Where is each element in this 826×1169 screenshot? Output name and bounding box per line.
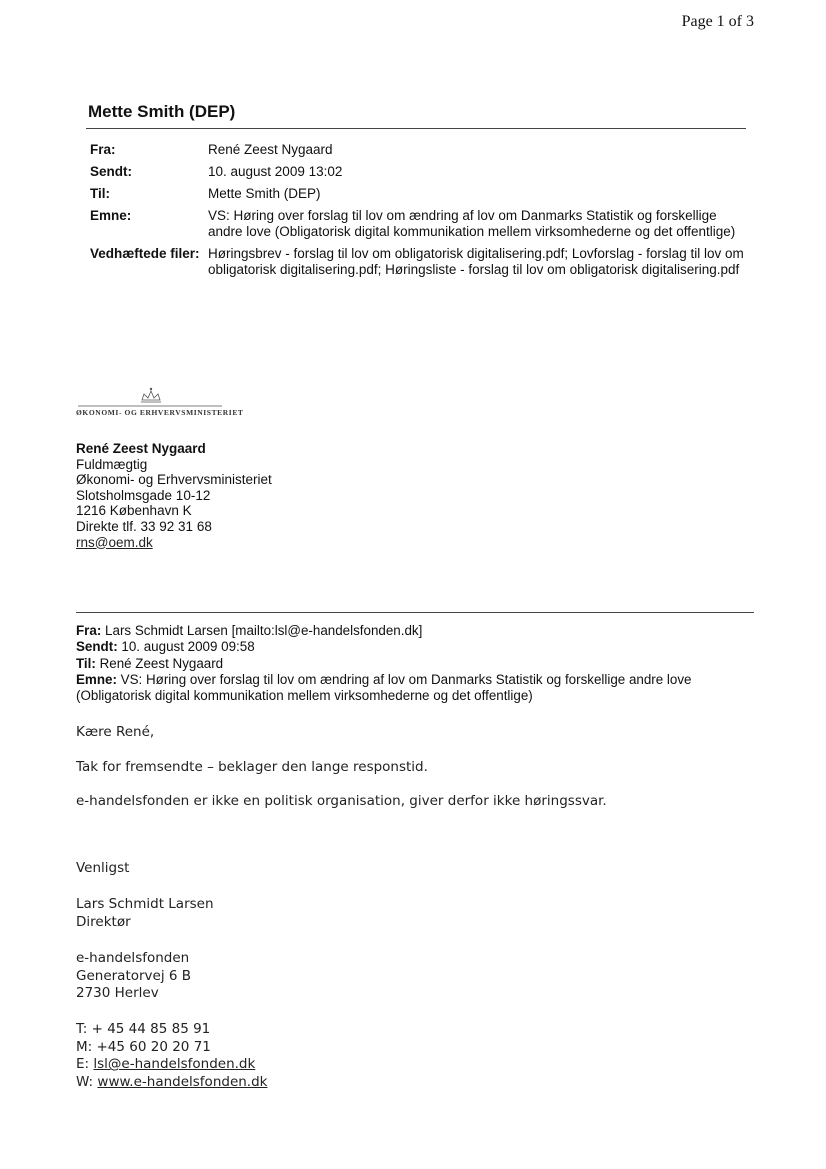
- from-label: Fra:: [90, 142, 116, 157]
- sent-value: 10. august 2009 13:02: [208, 164, 343, 179]
- attachments-value: Høringsbrev - forslag til lov om obligatorisk digitalisering.pdf; Lovforslag - forslag til lov om obligatorisk digitalisering.pdf; Høringsliste - forslag til lov om obligatorisk digitalisering.pdf: [208, 246, 744, 277]
- greeting: Kære René,: [76, 724, 155, 740]
- original-from-row: [76, 623, 756, 639]
- header-sent-row: [90, 164, 770, 180]
- to-value: Mette Smith (DEP): [208, 186, 321, 201]
- forward-divider: [76, 612, 754, 613]
- original-from-value: Lars Schmidt Larsen [mailto:lsl@e-handelsfonden.dk]: [105, 623, 423, 638]
- message-line-1: Tak for fremsendte – beklager den lange responstid.: [76, 759, 428, 775]
- mobile-value: +45 60 20 20 71: [96, 1038, 211, 1055]
- signature1-street: Slotsholmsgade 10-12: [76, 487, 211, 503]
- original-subject-value: VS: Høring over forslag til lov om ændring af lov om Danmarks Statistik og forskellige andre love (Obligatorisk digital kommunikation mellem virksomhederne og det offentlige): [76, 671, 692, 704]
- signature-2-address: [76, 950, 191, 1003]
- original-sent-value: 10. august 2009 09:58: [121, 639, 255, 655]
- from-value: René Zeest Nygaard: [208, 142, 333, 157]
- original-sent-label: Sendt:: [76, 639, 118, 655]
- signature2-organization: e-handelsfonden: [76, 950, 190, 966]
- original-subject-label: Emne:: [76, 671, 117, 687]
- signature2-title: Direktør: [76, 913, 131, 930]
- phone-label: T:: [76, 1021, 88, 1037]
- signature1-organization: Økonomi- og Erhvervsministeriet: [76, 472, 272, 488]
- original-to-label: Til:: [76, 655, 96, 671]
- phone-value: + 45 44 85 85 91: [91, 1021, 211, 1037]
- signature2-name: Lars Schmidt Larsen: [76, 896, 214, 912]
- message-line-2: e-handelsfonden er ikke en politisk organisation, giver derfor ikke høringssvar.: [76, 793, 607, 809]
- header-divider: [86, 128, 746, 129]
- signature-2-contact: [76, 1021, 267, 1091]
- header-attachments-row: [90, 246, 770, 278]
- signature2-phone-row: [76, 1021, 267, 1039]
- email-label: E:: [76, 1056, 90, 1072]
- web-label: W:: [76, 1073, 94, 1090]
- logo-text: ØKONOMI- OG ERHVERVSMINISTERIET: [76, 408, 244, 417]
- header-from-row: [90, 142, 770, 158]
- signature1-phone: Direkte tlf. 33 92 31 68: [76, 518, 212, 534]
- signature2-web-row: [76, 1074, 267, 1092]
- ministry-logo: [76, 386, 266, 420]
- signature2-email-link[interactable]: lsl@e-handelsfonden.dk: [93, 1056, 256, 1072]
- original-subject-row: [76, 672, 756, 705]
- mailbox-owner-title: Mette Smith (DEP): [88, 102, 236, 121]
- original-message-header: [76, 623, 756, 704]
- sent-label: Sendt:: [90, 164, 132, 179]
- page-number: Page 1 of 3: [681, 13, 754, 30]
- to-label: Til:: [90, 186, 110, 201]
- email-header: [90, 142, 770, 284]
- crown-icon: [76, 386, 266, 410]
- header-subject-row: [90, 208, 770, 240]
- header-to-row: [90, 186, 770, 202]
- signature2-street: Generatorvej 6 B: [76, 967, 192, 984]
- signature-block-1: [76, 441, 272, 550]
- signature2-web-link[interactable]: www.e-handelsfonden.dk: [97, 1073, 268, 1090]
- signature1-email-link[interactable]: rns@oem.dk: [76, 534, 153, 550]
- original-to-value: René Zeest Nygaard: [99, 655, 224, 671]
- original-to-row: [76, 656, 756, 672]
- signature1-city: 1216 København K: [76, 503, 192, 519]
- signature1-title: Fuldmægtig: [76, 456, 148, 472]
- signature2-city: 2730 Herlev: [76, 985, 159, 1001]
- closing: Venligst: [76, 860, 130, 876]
- signature-block-2: [76, 896, 214, 931]
- signature1-name: René Zeest Nygaard: [76, 441, 206, 456]
- attachments-label: Vedhæftede filer:: [90, 246, 200, 261]
- subject-value: VS: Høring over forslag til lov om ændring af lov om Danmarks Statistik og forskellige andre love (Obligatorisk digital kommunikation mellem virksomhederne og det offentlige): [208, 208, 736, 239]
- original-from-label: Fra:: [76, 623, 102, 638]
- subject-label: Emne:: [90, 208, 132, 223]
- mobile-label: M:: [76, 1038, 93, 1055]
- original-sent-row: [76, 639, 756, 655]
- signature2-email-row: [76, 1056, 267, 1074]
- signature2-mobile-row: [76, 1039, 267, 1057]
